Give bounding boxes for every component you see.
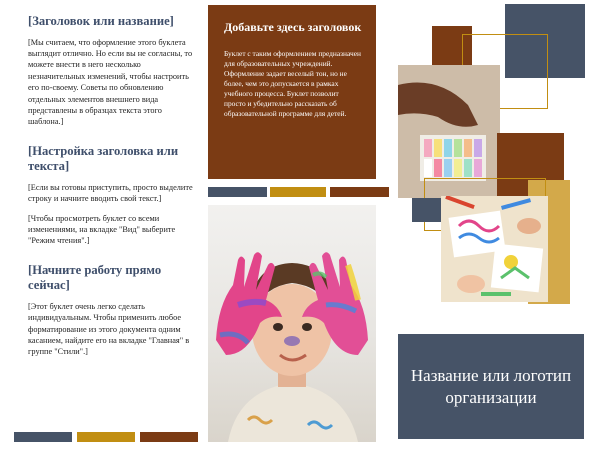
color-bar-navy [208,187,267,197]
decor-square-navy-mid [412,198,442,222]
color-bar-brown [330,187,389,197]
drawing-children-photo [441,196,548,302]
organization-name-box[interactable] [398,334,584,439]
section-title-heading[interactable] [28,14,198,128]
color-bar-brown [140,432,198,442]
section-paragraph: [Чтобы просмотреть буклет со всеми изменениями, на вкладке "Вид" выберите "Режим чтения".] [28,213,176,246]
child-illustration [208,205,376,442]
title-box[interactable] [208,5,376,179]
color-bar-gold [270,187,326,197]
left-column [28,14,198,366]
section-paragraph: [Мы считаем, что оформление этого буклета выглядит отлично. Но если вы не согласны, то можете внести в него несколько незначительных изменений, чтобы настроить его по-своему. Советы по обновлению отдельных элементов внешнего вида представлены в образцах текста этого шаблона.] [28,37,193,127]
section-heading: [Начните работу прямо сейчас] [28,262,162,293]
box-title: Добавьте здесь заголовок [224,20,362,34]
color-bar-gold [77,432,135,442]
organization-name: Название или логотип организации [410,365,572,407]
section-heading: [Настройка заголовка или текста] [28,143,179,174]
child-painted-hands-photo [208,205,376,442]
section-paragraph: [Если вы готовы приступить, просто выделите строку и начните вводить свой текст.] [28,182,193,204]
section-customize[interactable] [28,144,198,247]
section-get-started[interactable] [28,263,198,358]
drawing-illustration [441,196,548,302]
section-heading: [Заголовок или название] [28,14,174,28]
color-bar-navy [14,432,72,442]
section-paragraph: [Этот буклет очень легко сделать индивидуальным. Чтобы применить любое форматирование из этого документа одним касанием, найдите его на вкладке "Главная" в группе "Стили".] [28,301,190,357]
box-text: Буклет с таким оформлением предназначен для образовательных учреждений. Оформление задает веселый тон, но не более, чем это допускается в рамках учебного процесса. Буклет позволит просто и убедительно рассказать об образовательной программе для детей. [224,49,361,118]
